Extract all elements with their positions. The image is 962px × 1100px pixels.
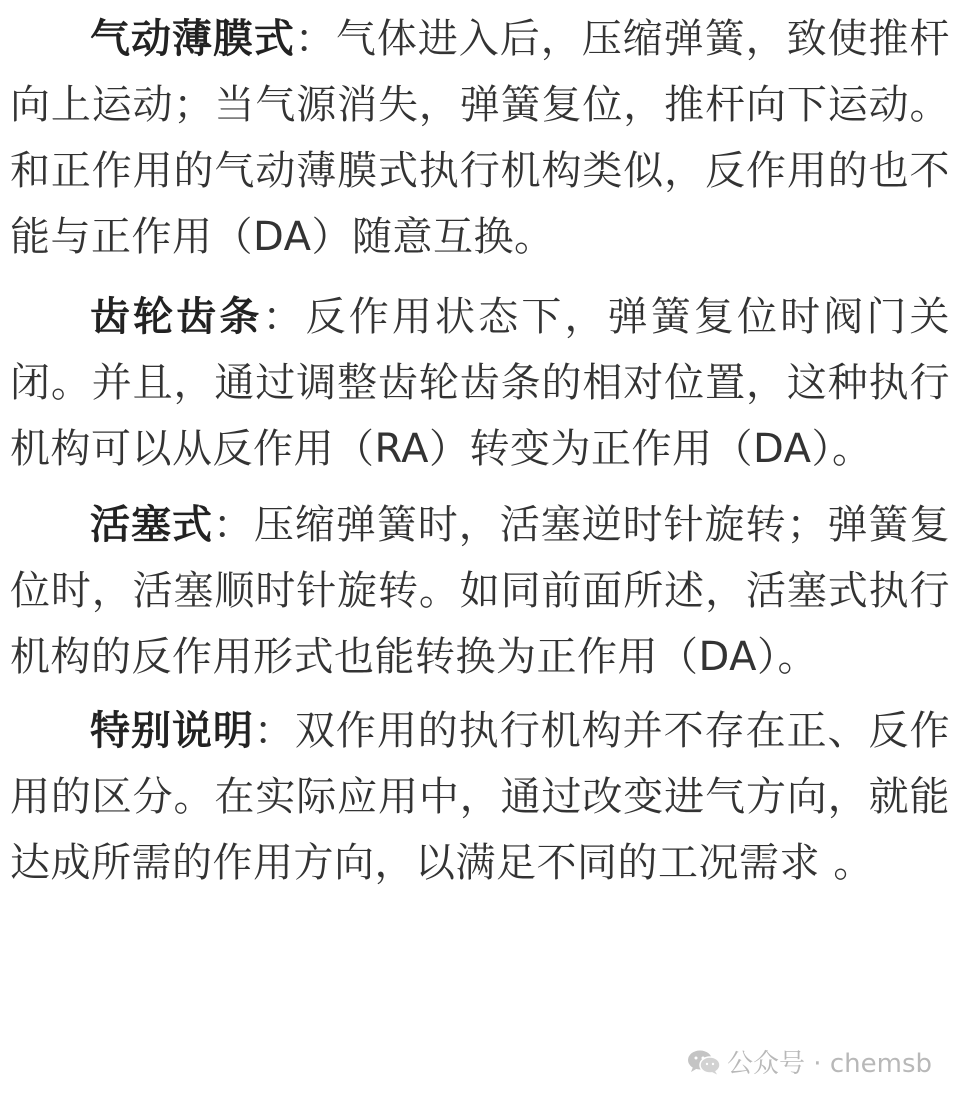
paragraph-piston — [10, 492, 950, 690]
paragraph-special-note — [10, 698, 950, 896]
watermark-text: 公众号 · chemsb — [727, 1049, 932, 1079]
term-pneumatic-diaphragm: 气动薄膜式 — [90, 16, 295, 62]
paragraph-text: ：压缩弹簧时，活塞逆时针旋转；弹簧复位时，活塞顺时针旋转。如同前面所述，活塞式执行机构的反作用形式也能转换为正作用（DA）。 — [10, 502, 951, 680]
watermark — [687, 1043, 932, 1080]
term-rack-pinion: 齿轮齿条 — [90, 294, 263, 340]
paragraph-text: ：气体进入后，压缩弹簧，致使推杆向上运动；当气源消失，弹簧复位，推杆向下运动。和正作用的气动薄膜式执行机构类似，反作用的也不能与正作用（DA）随意互换。 — [10, 16, 950, 260]
paragraph-text: ：反作用状态下，弹簧复位时阀门关闭。并且，通过调整齿轮齿条的相对位置，这种执行机构可以从反作用（RA）转变为正作用（DA）。 — [10, 294, 951, 472]
paragraph-text: ：双作用的执行机构并不存在正、反作用的区分。在实际应用中，通过改变进气方向，就能达成所需的作用方向，以满足不同的工况需求 。 — [10, 708, 951, 886]
term-piston: 活塞式 — [90, 502, 213, 548]
paragraph-rack-pinion — [10, 284, 950, 482]
paragraph-pneumatic-diaphragm — [10, 6, 950, 270]
wechat-icon — [687, 1049, 721, 1075]
term-special-note: 特别说明 — [90, 708, 254, 754]
article-body — [10, 6, 950, 896]
